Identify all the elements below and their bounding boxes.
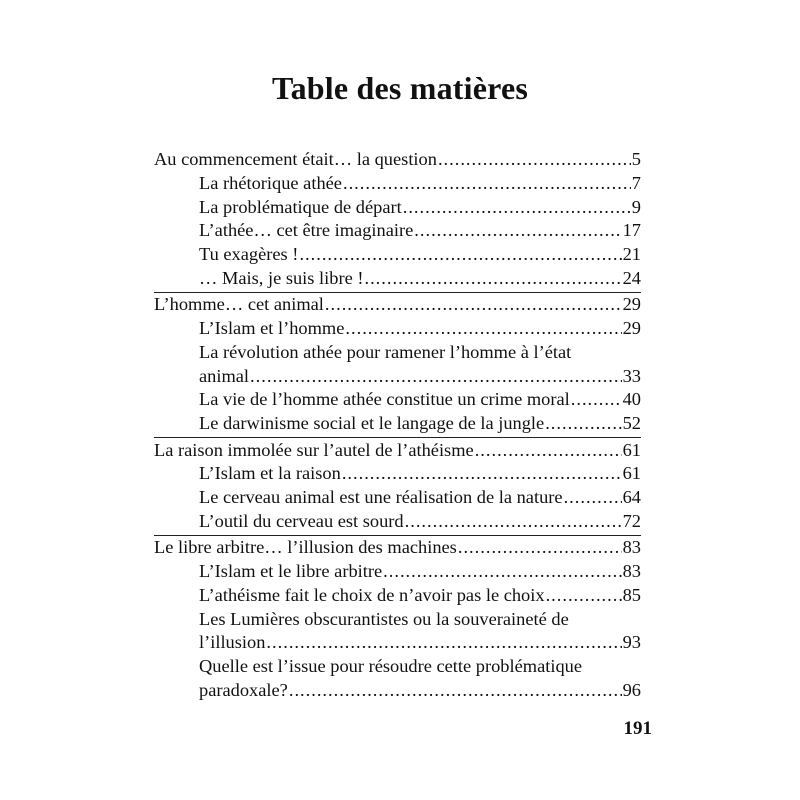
section-entry-title: Le darwinisme social et le langage de la jungle <box>199 413 545 434</box>
dot-leader <box>403 196 631 220</box>
section-entry-page: 7 <box>631 172 641 193</box>
section-entry-page: 61 <box>622 463 641 484</box>
section-entry[interactable] <box>154 172 641 196</box>
section-entry[interactable] <box>154 462 641 486</box>
chapter-group <box>154 536 641 704</box>
section-entry-page: 40 <box>622 389 641 410</box>
chapter-group <box>154 148 641 293</box>
section-entry-title: animal <box>199 365 250 386</box>
chapter-entry-page: 61 <box>622 439 641 460</box>
section-entry-title: l’illusion <box>199 632 266 653</box>
section-entry[interactable] <box>154 486 641 510</box>
dot-leader <box>250 365 622 389</box>
chapter-entry-title: Le libre arbitre… l’illusion des machines <box>154 537 457 558</box>
dot-leader <box>458 536 622 560</box>
chapter-entry-page: 5 <box>631 149 641 169</box>
section-entry-title: Tu exagères ! <box>199 244 299 265</box>
section-entry-title: La problématique de départ <box>199 196 402 217</box>
section-entry-page: 17 <box>622 220 641 241</box>
section-entry[interactable] <box>154 510 641 534</box>
dot-leader <box>289 679 622 703</box>
section-entry[interactable] <box>154 267 641 291</box>
dot-leader <box>571 388 622 412</box>
section-entry-page: 72 <box>622 510 641 531</box>
chapter-entry-page: 83 <box>622 537 641 558</box>
dot-leader <box>345 317 621 341</box>
section-entry[interactable] <box>154 365 641 389</box>
dot-leader <box>405 510 622 534</box>
section-entry-page: 24 <box>622 267 641 288</box>
chapter-entry-title: L’homme… cet animal <box>154 294 324 315</box>
section-entry-page: 96 <box>622 680 641 701</box>
dot-leader <box>545 412 621 436</box>
section-entry-title: paradoxale? <box>199 680 288 701</box>
section-entry-lead: La révolution athée pour ramener l’homme à l’état <box>199 341 572 362</box>
section-entry[interactable] <box>154 560 641 584</box>
chapter-entry-title: La raison immolée sur l’autel de l’athéisme <box>154 439 474 460</box>
chapter-group <box>154 293 641 438</box>
section-entry-title: La rhétorique athée <box>199 172 342 193</box>
chapter-entry[interactable] <box>154 439 641 463</box>
chapter-entry[interactable] <box>154 148 641 172</box>
section-entry-page: 52 <box>622 413 641 434</box>
table-of-contents <box>154 148 641 704</box>
section-entry-page: 85 <box>622 584 641 605</box>
section-entry-page: 21 <box>622 244 641 265</box>
section-entry-title: L’Islam et le libre arbitre <box>199 561 383 582</box>
section-entry[interactable] <box>154 679 641 703</box>
dot-leader <box>364 267 621 291</box>
section-entry[interactable] <box>154 412 641 436</box>
chapter-entry[interactable] <box>154 536 641 560</box>
section-entry-title: Le cerveau animal est une réalisation de la nature <box>199 487 563 508</box>
section-entry-page: 93 <box>622 632 641 653</box>
dot-leader <box>546 584 622 608</box>
page-number: 191 <box>623 718 652 739</box>
section-entry[interactable] <box>154 584 641 608</box>
dot-leader <box>383 560 621 584</box>
section-entry-title: L’athéisme fait le choix de n’avoir pas le choix <box>199 584 545 605</box>
dot-leader <box>414 219 621 243</box>
chapter-entry-title: Au commencement était… la question <box>154 149 437 169</box>
dot-leader <box>564 486 622 510</box>
dot-leader <box>342 462 622 486</box>
chapter-entry[interactable] <box>154 293 641 317</box>
section-entry-lead: Quelle est l’issue pour résoudre cette problématique <box>199 656 583 677</box>
section-entry-page: 83 <box>622 561 641 582</box>
chapter-group <box>154 439 641 536</box>
section-entry[interactable] <box>154 243 641 267</box>
section-entry[interactable] <box>154 631 641 655</box>
dot-leader <box>325 293 622 317</box>
page-title: Table des matières <box>271 70 529 106</box>
section-entry-title: L’Islam et la raison <box>199 463 341 484</box>
section-entry[interactable] <box>154 388 641 412</box>
dot-leader <box>266 631 621 655</box>
section-entry-title: La vie de l’homme athée constitue un crime moral <box>199 389 570 410</box>
section-entry-title: … Mais, je suis libre ! <box>199 267 364 288</box>
section-entry-title: L’outil du cerveau est sourd <box>199 510 404 531</box>
section-entry-title: L’athée… cet être imaginaire <box>199 220 414 241</box>
section-entry-page: 64 <box>622 487 641 508</box>
section-entry-title: L’Islam et l’homme <box>199 318 345 339</box>
section-entry-lead: Les Lumières obscurantistes ou la souveraineté de <box>199 608 569 629</box>
dot-leader <box>343 172 631 196</box>
dot-leader <box>299 243 621 267</box>
section-entry-page: 33 <box>622 365 641 386</box>
section-entry-page: 29 <box>622 318 641 339</box>
section-entry[interactable] <box>154 317 641 341</box>
dot-leader <box>438 148 631 172</box>
section-entry-page: 9 <box>631 196 641 217</box>
section-entry[interactable] <box>154 219 641 243</box>
dot-leader <box>475 439 622 463</box>
section-entry[interactable] <box>154 196 641 220</box>
chapter-entry-page: 29 <box>622 294 641 315</box>
